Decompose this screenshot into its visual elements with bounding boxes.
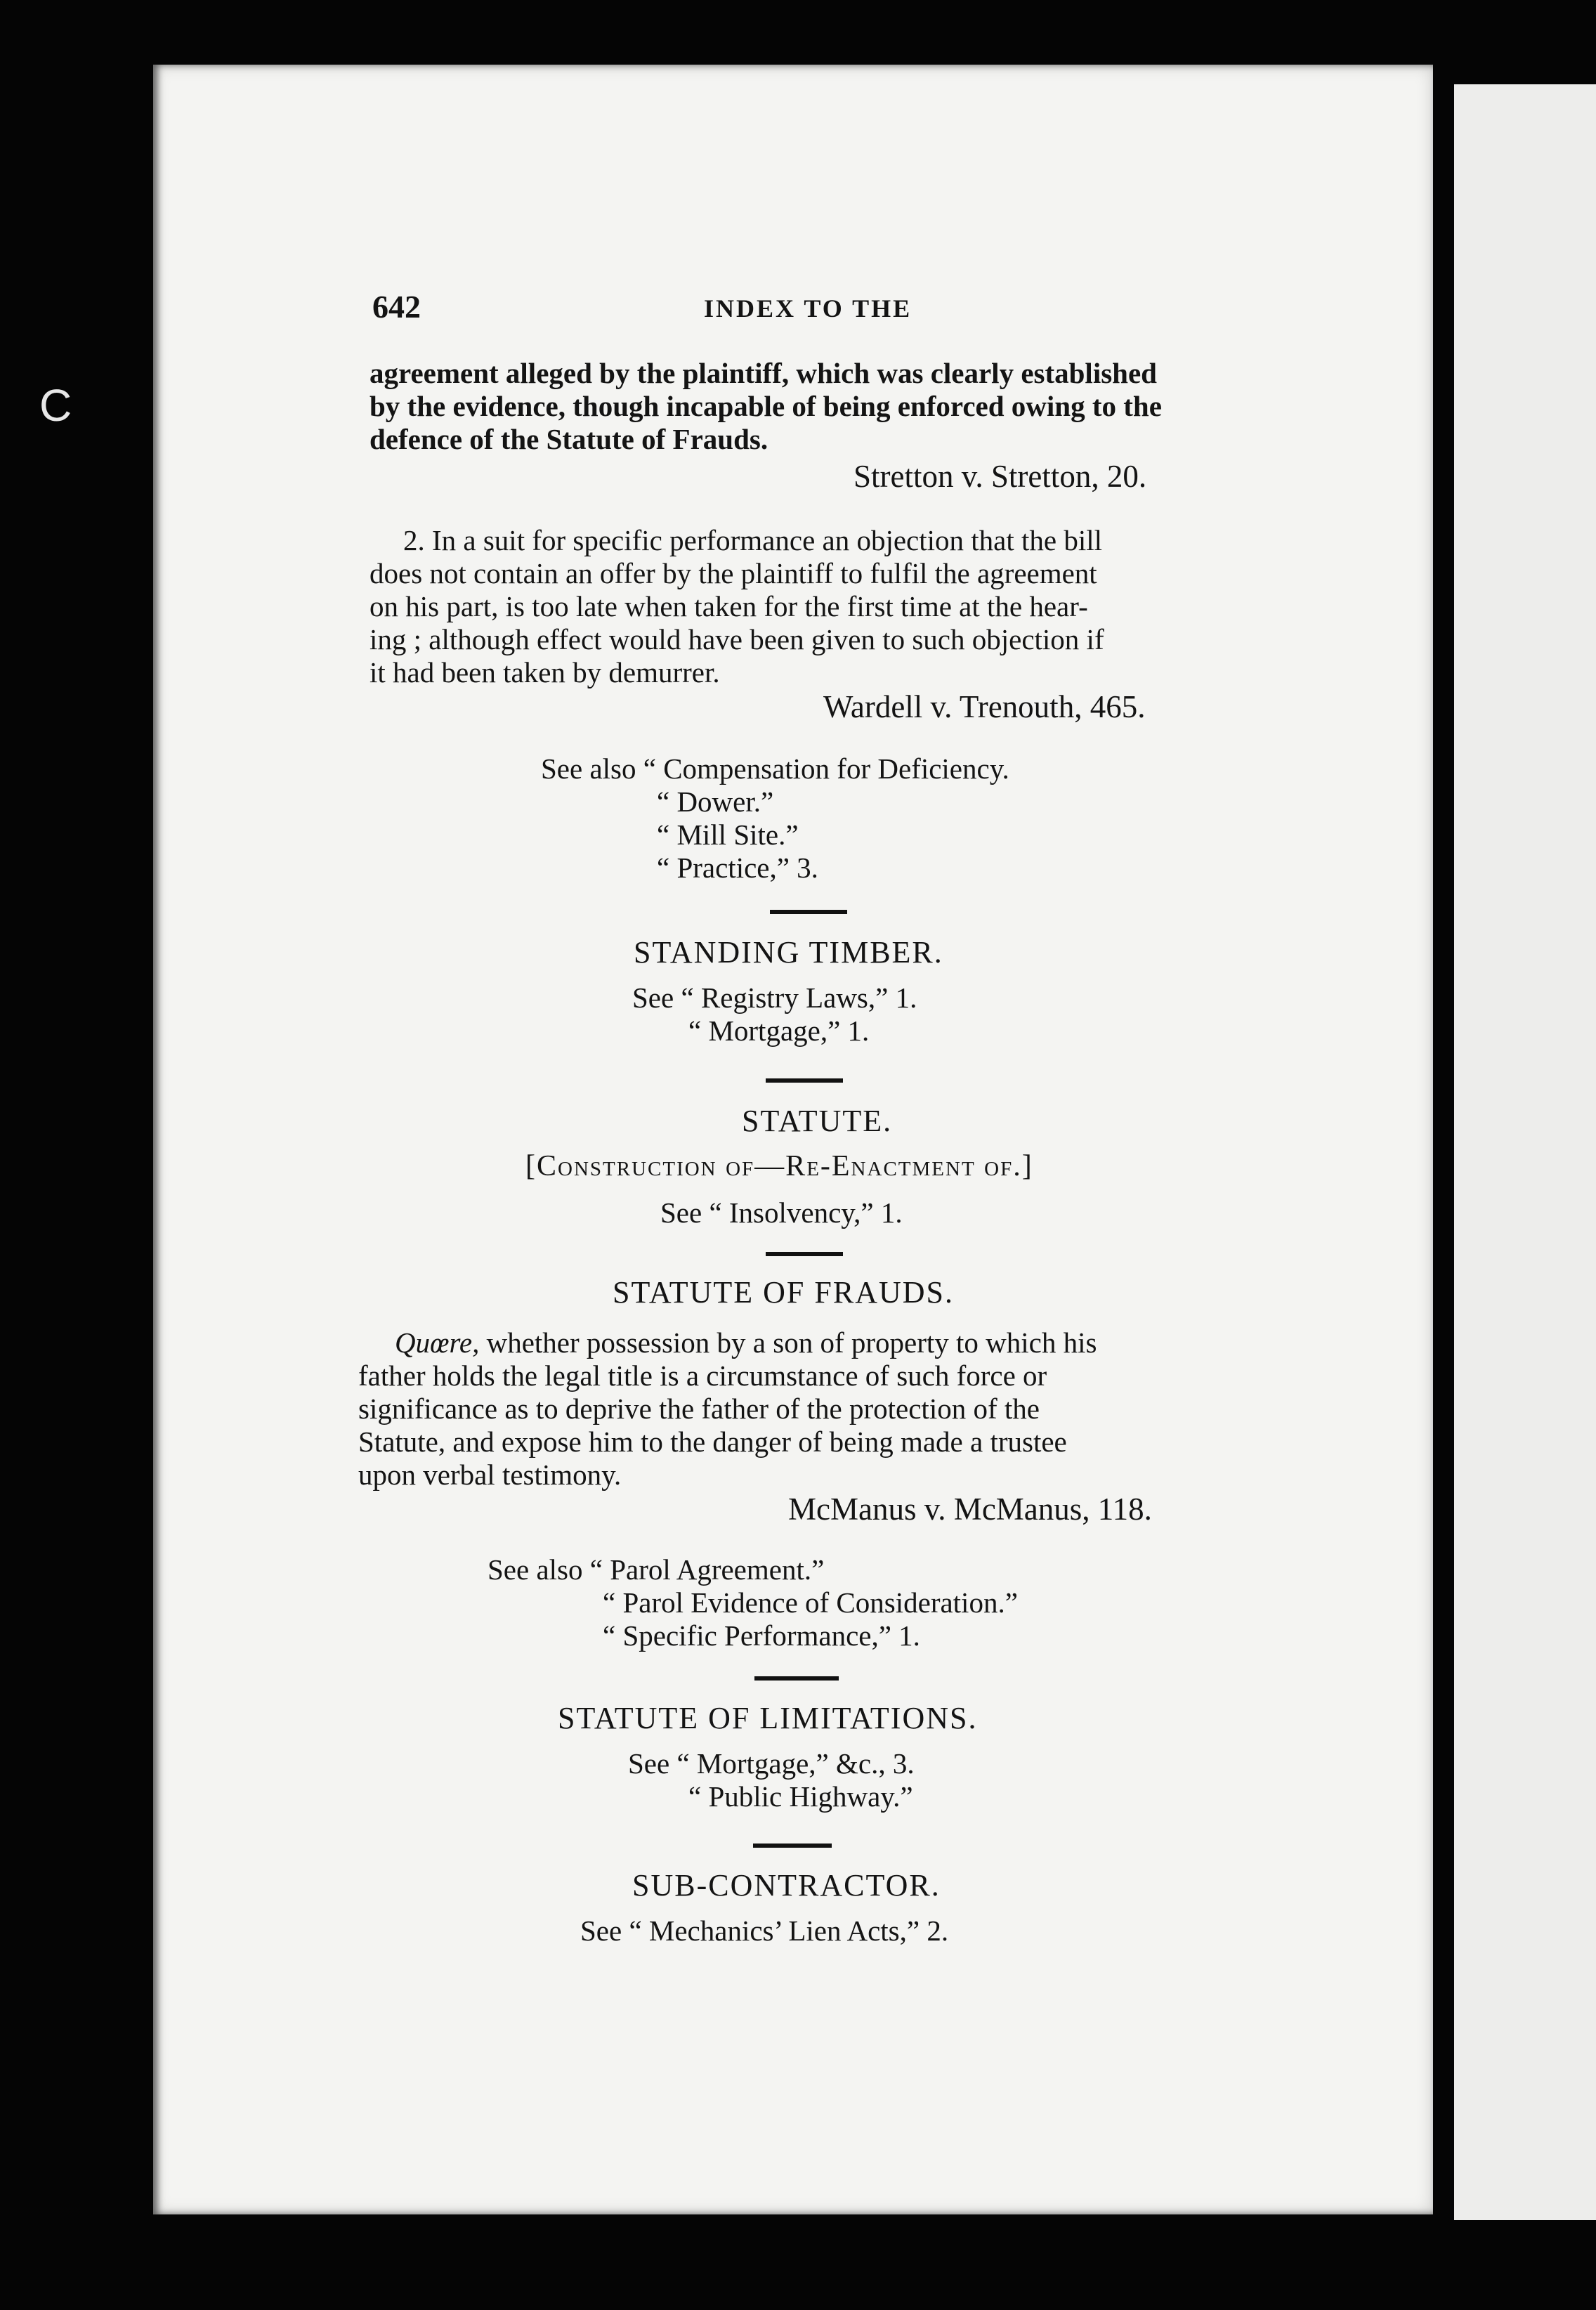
- see-sub-contractor: See “ Mechanics’ Lien Acts,” 2.: [580, 1914, 949, 1947]
- margin-mark: C: [39, 380, 72, 431]
- see-also-1-line-2: “ Dower.”: [657, 785, 774, 818]
- citation-wardell: Wardell v. Trenouth, 465.: [823, 689, 1146, 724]
- citation-mcmanus: McManus v. McManus, 118.: [788, 1492, 1152, 1527]
- heading-statute-of-frauds: STATUTE OF FRAUDS.: [613, 1275, 954, 1310]
- para3-line-3: significance as to deprive the father of the protection of the: [358, 1392, 1040, 1425]
- see-limitations-1: See “ Mortgage,” &c., 3.: [628, 1747, 915, 1780]
- see-also-2-line-3: “ Specific Performance,” 1.: [603, 1619, 920, 1652]
- para3-line-4: Statute, and expose him to the danger of being made a trustee: [358, 1425, 1067, 1458]
- see-also-2-line-1: See also “ Parol Agreement.”: [488, 1553, 825, 1586]
- para2-line-4: ing ; although effect would have been given to such objection if: [369, 623, 1104, 655]
- para2-line-3: on his part, is too late when taken for the first time at the hear-: [369, 590, 1088, 622]
- heading-statute-of-limitations: STATUTE OF LIMITATIONS.: [558, 1701, 978, 1735]
- see-limitations-2: “ Public Highway.”: [688, 1780, 913, 1813]
- para3-line-1: [395, 1326, 1097, 1359]
- see-also-1-line-1: See also “ Compensation for Deficiency.: [541, 752, 1009, 785]
- quaere-word: Quœre,: [395, 1326, 480, 1359]
- see-also-1-line-4: “ Practice,” 3.: [657, 851, 818, 884]
- heading-statute: STATUTE.: [742, 1104, 893, 1138]
- running-head: INDEX TO THE: [704, 294, 913, 322]
- para3-line-2: father holds the legal title is a circumstance of such force or: [358, 1359, 1047, 1392]
- heading-sub-contractor: SUB-CONTRACTOR.: [632, 1868, 941, 1903]
- para1-line-3: defence of the Statute of Frauds.: [369, 423, 768, 455]
- see-also-2-line-2: “ Parol Evidence of Consideration.”: [603, 1586, 1018, 1619]
- para2-line-1: 2. In a suit for specific performance an objection that the bill: [403, 524, 1103, 556]
- section-rule: [770, 910, 847, 914]
- section-rule: [754, 1676, 839, 1681]
- section-rule: [766, 1078, 843, 1083]
- see-standing-timber-1: See “ Registry Laws,” 1.: [632, 981, 917, 1014]
- section-rule: [753, 1844, 832, 1848]
- para1-line-2: by the evidence, though incapable of being enforced owing to the: [369, 390, 1162, 422]
- facing-page-edge: [1454, 84, 1596, 2220]
- citation-stretton: Stretton v. Stretton, 20.: [853, 459, 1147, 494]
- para3-line-1-text: whether possession by a son of property to which his: [479, 1326, 1097, 1359]
- see-standing-timber-2: “ Mortgage,” 1.: [688, 1014, 870, 1047]
- para1-line-1: agreement alleged by the plaintiff, which was clearly established: [369, 357, 1157, 389]
- para3-line-5: upon verbal testimony.: [358, 1459, 622, 1491]
- page-number: 642: [372, 289, 421, 325]
- heading-standing-timber: STANDING TIMBER.: [634, 935, 943, 970]
- para2-line-5: it had been taken by demurrer.: [369, 656, 720, 689]
- statute-subheading: [Construction of—Re-Enactment of.]: [525, 1150, 1033, 1182]
- para2-line-2: does not contain an offer by the plaintiff to fulfil the agreement: [369, 557, 1097, 589]
- see-statute: See “ Insolvency,” 1.: [660, 1196, 903, 1229]
- section-rule: [766, 1252, 843, 1256]
- see-also-1-line-3: “ Mill Site.”: [657, 818, 799, 851]
